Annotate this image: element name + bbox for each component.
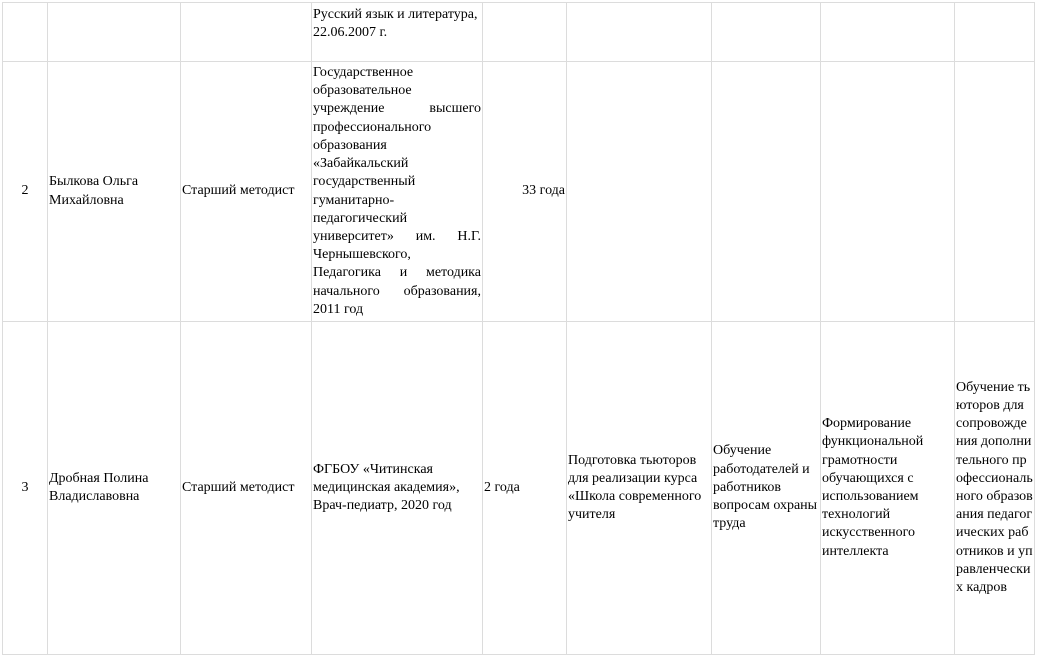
- experience-cell: 2 года: [483, 322, 567, 655]
- course-cell: [955, 3, 1035, 62]
- table-row: [3, 62, 1035, 322]
- course-cell: [821, 62, 955, 322]
- course-cell: [567, 62, 712, 322]
- experience-cell: 33 года: [483, 62, 567, 322]
- education-cell: Русский язык и литература, 22.06.2007 г.: [312, 3, 483, 62]
- course-cell: Обучение работодателей и работников вопросам охраны труда: [712, 322, 821, 655]
- education-cell: ФГБОУ «Читинская медицинская академия», Врач-педиатр, 2020 год: [312, 322, 483, 655]
- staff-table: [2, 2, 1035, 655]
- course-cell: [567, 3, 712, 62]
- education-cell: Государственное образовательное учреждение высшего профессионального образования «Забайкальский государственный гуманитарно-педагогический университет» им. Н.Г. Чернышевского, Педагогика и методика начального образования, 2011 год: [312, 62, 483, 322]
- course-cell: Обучение тьюторов для сопровождения дополнительного профессионального образования педагогических работников и управленческих кадров: [955, 322, 1035, 655]
- position-cell: Старший методист: [181, 62, 312, 322]
- position-cell: Старший методист: [181, 322, 312, 655]
- course-cell: Подготовка тьюторов для реализации курса «Школа современного учителя: [567, 322, 712, 655]
- table-row: [3, 3, 1035, 62]
- name-cell: Былкова Ольга Михайловна: [48, 62, 181, 322]
- position-cell: [181, 3, 312, 62]
- course-cell: [821, 3, 955, 62]
- experience-cell: [483, 3, 567, 62]
- table-row: [3, 322, 1035, 655]
- row-number-cell: 3: [3, 322, 48, 655]
- course-cell: [955, 62, 1035, 322]
- row-number-cell: 2: [3, 62, 48, 322]
- course-cell: Формирование функциональной грамотности обучающихся с использованием технологий искусственного интеллекта: [821, 322, 955, 655]
- course-cell: [712, 3, 821, 62]
- row-number-cell: [3, 3, 48, 62]
- name-cell: Дробная Полина Владиславовна: [48, 322, 181, 655]
- course-cell: [712, 62, 821, 322]
- name-cell: [48, 3, 181, 62]
